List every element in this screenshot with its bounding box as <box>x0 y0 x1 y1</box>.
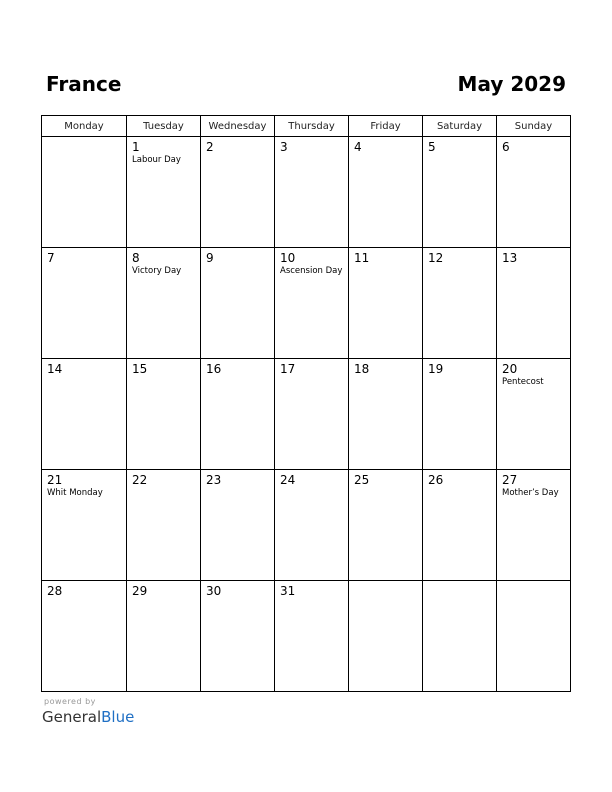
day-cell <box>127 581 201 692</box>
day-number <box>497 581 570 584</box>
day-number: 13 <box>502 251 518 265</box>
day-cell <box>497 470 571 581</box>
day-cell <box>127 359 201 470</box>
day-cell <box>349 581 423 692</box>
weekday-header-row <box>42 116 571 137</box>
weekday-header: Friday <box>349 116 423 137</box>
holiday-label: Pentecost <box>502 377 544 387</box>
week-row <box>42 137 571 248</box>
logo-text-blue: Blue <box>101 708 135 726</box>
day-number: 7 <box>47 251 55 265</box>
day-cell <box>42 581 127 692</box>
day-number: 15 <box>132 362 148 376</box>
weekday-header: Monday <box>42 116 127 137</box>
day-cell <box>349 248 423 359</box>
holiday-label: Labour Day <box>132 155 181 165</box>
day-cell <box>349 137 423 248</box>
day-number <box>423 581 496 584</box>
day-cell <box>275 248 349 359</box>
day-cell <box>423 581 497 692</box>
day-number: 8 <box>132 251 140 265</box>
week-row <box>42 248 571 359</box>
day-cell <box>42 248 127 359</box>
weekday-header: Sunday <box>497 116 571 137</box>
weekday-header: Thursday <box>275 116 349 137</box>
day-cell <box>497 137 571 248</box>
day-number: 14 <box>47 362 63 376</box>
day-cell <box>201 359 275 470</box>
day-cell <box>423 470 497 581</box>
day-number: 26 <box>428 473 444 487</box>
day-number: 28 <box>47 584 63 598</box>
day-number: 25 <box>354 473 370 487</box>
day-cell <box>275 137 349 248</box>
powered-by-label: powered by <box>44 697 96 706</box>
day-number: 11 <box>354 251 370 265</box>
holiday-label: Ascension Day <box>280 266 343 276</box>
day-cell <box>42 137 127 248</box>
day-cell <box>127 248 201 359</box>
day-cell <box>349 470 423 581</box>
day-number: 30 <box>206 584 222 598</box>
day-number: 1 <box>132 140 140 154</box>
week-row <box>42 581 571 692</box>
country-title: France <box>46 72 122 96</box>
day-number: 9 <box>206 251 214 265</box>
day-number: 23 <box>206 473 222 487</box>
day-cell <box>42 359 127 470</box>
day-number: 16 <box>206 362 222 376</box>
day-number: 24 <box>280 473 296 487</box>
day-cell <box>201 248 275 359</box>
weekday-header: Saturday <box>423 116 497 137</box>
day-number: 29 <box>132 584 148 598</box>
day-number: 20 <box>502 362 518 376</box>
day-cell <box>275 470 349 581</box>
holiday-label: Whit Monday <box>47 488 103 498</box>
week-row <box>42 470 571 581</box>
day-number: 21 <box>47 473 63 487</box>
day-cell <box>423 248 497 359</box>
day-number: 4 <box>354 140 362 154</box>
day-cell <box>201 581 275 692</box>
holiday-label: Victory Day <box>132 266 182 276</box>
day-number: 22 <box>132 473 148 487</box>
day-cell <box>349 359 423 470</box>
day-number: 10 <box>280 251 296 265</box>
week-row <box>42 359 571 470</box>
day-cell <box>42 470 127 581</box>
day-number <box>349 581 422 584</box>
day-number: 17 <box>280 362 296 376</box>
day-cell <box>127 470 201 581</box>
day-number: 2 <box>206 140 214 154</box>
day-number: 27 <box>502 473 518 487</box>
day-number: 18 <box>354 362 370 376</box>
day-cell <box>275 581 349 692</box>
day-cell <box>201 137 275 248</box>
day-cell <box>423 359 497 470</box>
day-cell <box>423 137 497 248</box>
weekday-header: Wednesday <box>201 116 275 137</box>
day-cell <box>127 137 201 248</box>
day-cell <box>497 359 571 470</box>
month-year-title: May 2029 <box>457 72 566 96</box>
day-cell <box>497 581 571 692</box>
calendar-grid <box>41 115 571 692</box>
day-number: 31 <box>280 584 296 598</box>
generalblue-logo[interactable] <box>42 708 134 726</box>
day-cell <box>275 359 349 470</box>
weekday-header: Tuesday <box>127 116 201 137</box>
day-cell <box>201 470 275 581</box>
day-number: 3 <box>280 140 288 154</box>
day-number: 5 <box>428 140 436 154</box>
day-number: 12 <box>428 251 444 265</box>
day-number <box>42 137 126 140</box>
day-number: 6 <box>502 140 510 154</box>
holiday-label: Mother’s Day <box>502 488 559 498</box>
day-cell <box>497 248 571 359</box>
day-number: 19 <box>428 362 444 376</box>
logo-text-general: General <box>42 708 102 726</box>
